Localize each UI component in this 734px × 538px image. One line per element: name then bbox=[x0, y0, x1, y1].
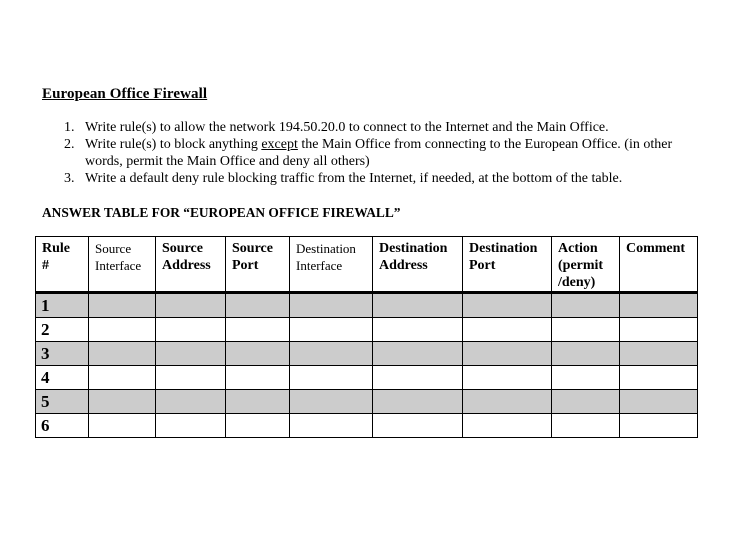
action-cell[interactable] bbox=[552, 366, 620, 390]
destination-interface-cell[interactable] bbox=[290, 318, 373, 342]
destination-port-cell[interactable] bbox=[463, 366, 552, 390]
table-row bbox=[36, 293, 698, 318]
comment-cell[interactable] bbox=[620, 390, 698, 414]
instruction-text: Write a default deny rule blocking traffic from the Internet, if needed, at the bottom of the table. bbox=[85, 171, 623, 186]
comment-cell[interactable] bbox=[620, 318, 698, 342]
destination-interface-cell[interactable] bbox=[290, 293, 373, 318]
destination-address-cell[interactable] bbox=[373, 414, 463, 438]
page-heading: European Office Firewall bbox=[42, 86, 208, 102]
comment-cell[interactable] bbox=[620, 366, 698, 390]
source-port-cell[interactable] bbox=[226, 414, 290, 438]
destination-interface-cell[interactable] bbox=[290, 414, 373, 438]
destination-interface-cell[interactable] bbox=[290, 390, 373, 414]
header-source-port: Source Port bbox=[226, 237, 290, 293]
comment-cell[interactable] bbox=[620, 342, 698, 366]
action-cell[interactable] bbox=[552, 414, 620, 438]
source-port-cell[interactable] bbox=[226, 318, 290, 342]
comment-cell[interactable] bbox=[620, 293, 698, 318]
destination-port-cell[interactable] bbox=[463, 390, 552, 414]
destination-port-cell[interactable] bbox=[463, 414, 552, 438]
rule-number-cell: 3 bbox=[36, 342, 89, 366]
source-address-cell[interactable] bbox=[156, 366, 226, 390]
action-cell[interactable] bbox=[552, 342, 620, 366]
table-row bbox=[36, 390, 698, 414]
source-interface-cell[interactable] bbox=[89, 414, 156, 438]
rule-number-cell: 2 bbox=[36, 318, 89, 342]
destination-interface-cell[interactable] bbox=[290, 366, 373, 390]
source-address-cell[interactable] bbox=[156, 414, 226, 438]
source-interface-cell[interactable] bbox=[89, 366, 156, 390]
destination-port-cell[interactable] bbox=[463, 293, 552, 318]
table-row bbox=[36, 414, 698, 438]
answer-table bbox=[35, 236, 698, 438]
source-port-cell[interactable] bbox=[226, 390, 290, 414]
table-row bbox=[36, 366, 698, 390]
instruction-emphasis: except bbox=[261, 137, 298, 152]
header-comment: Comment bbox=[620, 237, 698, 293]
instruction-number: 3. bbox=[64, 171, 75, 186]
table-row bbox=[36, 342, 698, 366]
header-rule: Rule # bbox=[36, 237, 89, 293]
source-address-cell[interactable] bbox=[156, 390, 226, 414]
destination-address-cell[interactable] bbox=[373, 293, 463, 318]
source-interface-cell[interactable] bbox=[89, 390, 156, 414]
action-cell[interactable] bbox=[552, 390, 620, 414]
rule-number-cell: 4 bbox=[36, 366, 89, 390]
action-cell[interactable] bbox=[552, 318, 620, 342]
action-cell[interactable] bbox=[552, 293, 620, 318]
source-address-cell[interactable] bbox=[156, 318, 226, 342]
source-port-cell[interactable] bbox=[226, 293, 290, 318]
source-interface-cell[interactable] bbox=[89, 342, 156, 366]
destination-address-cell[interactable] bbox=[373, 342, 463, 366]
table-header-row bbox=[36, 237, 698, 293]
header-destination-port: Destination Port bbox=[463, 237, 552, 293]
source-address-cell[interactable] bbox=[156, 293, 226, 318]
header-destination-interface: Destination Interface bbox=[290, 237, 373, 293]
header-action: Action (permit /deny) bbox=[552, 237, 620, 293]
rule-number-cell: 6 bbox=[36, 414, 89, 438]
instruction-list bbox=[60, 119, 710, 187]
instruction-text-after: the Main Office from connecting to the European Office. (in other words, permit the Main Office and deny all others) bbox=[85, 137, 673, 169]
source-interface-cell[interactable] bbox=[89, 293, 156, 318]
destination-address-cell[interactable] bbox=[373, 366, 463, 390]
source-port-cell[interactable] bbox=[226, 342, 290, 366]
header-source-address: Source Address bbox=[156, 237, 226, 293]
source-interface-cell[interactable] bbox=[89, 318, 156, 342]
instruction-text-before: Write rule(s) to block anything bbox=[85, 137, 262, 152]
comment-cell[interactable] bbox=[620, 414, 698, 438]
source-port-cell[interactable] bbox=[226, 366, 290, 390]
destination-address-cell[interactable] bbox=[373, 390, 463, 414]
table-row bbox=[36, 318, 698, 342]
header-source-interface: Source Interface bbox=[89, 237, 156, 293]
rule-number-cell: 5 bbox=[36, 390, 89, 414]
destination-port-cell[interactable] bbox=[463, 342, 552, 366]
instruction-text: Write rule(s) to allow the network 194.50.20.0 to connect to the Internet and the Main Office. bbox=[85, 120, 609, 135]
header-destination-address: Destination Address bbox=[373, 237, 463, 293]
instruction-number: 1. bbox=[64, 120, 75, 135]
source-address-cell[interactable] bbox=[156, 342, 226, 366]
destination-interface-cell[interactable] bbox=[290, 342, 373, 366]
instruction-item bbox=[60, 170, 710, 187]
instruction-item bbox=[60, 119, 710, 136]
destination-address-cell[interactable] bbox=[373, 318, 463, 342]
answer-table-title: ANSWER TABLE FOR “EUROPEAN OFFICE FIREWALL” bbox=[42, 205, 401, 220]
destination-port-cell[interactable] bbox=[463, 318, 552, 342]
instruction-item bbox=[60, 136, 710, 170]
rule-number-cell: 1 bbox=[36, 293, 89, 318]
instruction-number: 2. bbox=[64, 137, 75, 152]
